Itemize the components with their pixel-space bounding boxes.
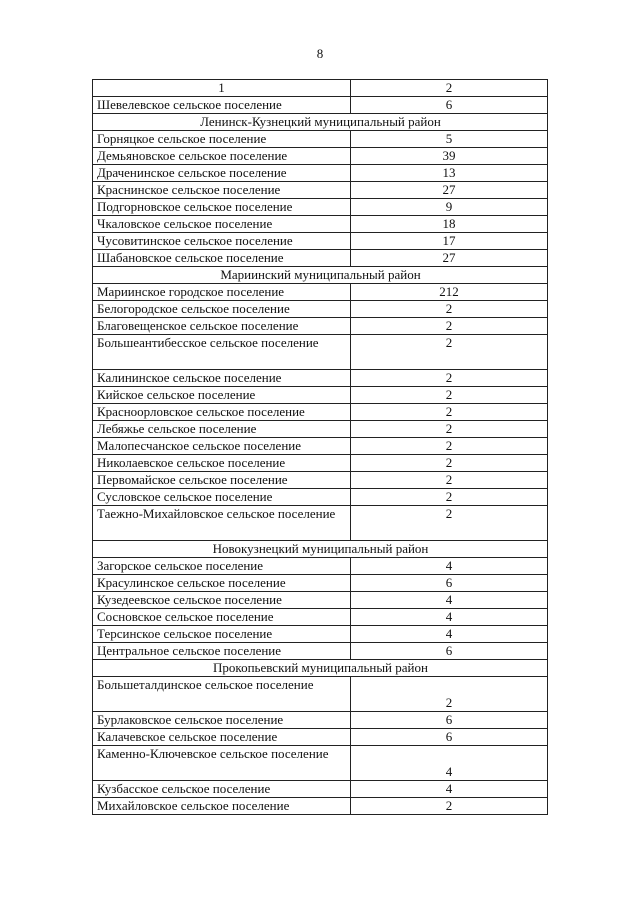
- settlement-value: 2: [351, 677, 548, 712]
- district-header-row: [93, 660, 548, 677]
- settlement-value: 2: [351, 335, 548, 370]
- settlement-value: 4: [351, 558, 548, 575]
- settlement-value: 2: [351, 438, 548, 455]
- settlement-value: 6: [351, 575, 548, 592]
- table-row: [93, 233, 548, 250]
- settlement-value: 4: [351, 626, 548, 643]
- settlement-value: 2: [351, 404, 548, 421]
- settlement-value: 13: [351, 165, 548, 182]
- settlement-value: 4: [351, 609, 548, 626]
- settlement-value: 6: [351, 643, 548, 660]
- table-row: [93, 284, 548, 301]
- settlement-name: Большеантибесское сельское поселение: [93, 335, 351, 370]
- table-row: [93, 165, 548, 182]
- settlement-name: Николаевское сельское поселение: [93, 455, 351, 472]
- settlement-name: Красулинское сельское поселение: [93, 575, 351, 592]
- settlement-name: Бурлаковское сельское поселение: [93, 712, 351, 729]
- settlement-name: Шевелевское сельское поселение: [93, 97, 351, 114]
- settlements-table: [92, 79, 548, 815]
- settlement-name: Чусовитинское сельское поселение: [93, 233, 351, 250]
- table-row: [93, 216, 548, 233]
- settlement-value: 4: [351, 781, 548, 798]
- settlement-value: 2: [351, 798, 548, 815]
- settlement-value: 2: [351, 489, 548, 506]
- table-row: [93, 506, 548, 541]
- table-row: [93, 97, 548, 114]
- district-title: Новокузнецкий муниципальный район: [93, 541, 548, 558]
- settlement-name: Красноорловское сельское поселение: [93, 404, 351, 421]
- district-title: Прокопьевский муниципальный район: [93, 660, 548, 677]
- settlement-name: Таежно-Михайловское сельское поселение: [93, 506, 351, 541]
- settlement-value: 2: [351, 370, 548, 387]
- table-row: [93, 626, 548, 643]
- settlement-name: Лебяжье сельское поселение: [93, 421, 351, 438]
- page-number: 8: [316, 46, 324, 61]
- settlement-value: 4: [351, 746, 548, 781]
- settlement-value: 5: [351, 131, 548, 148]
- settlement-value: 39: [351, 148, 548, 165]
- column-number-row: [93, 80, 548, 97]
- settlement-value: 27: [351, 250, 548, 267]
- settlement-value: 9: [351, 199, 548, 216]
- table-row: [93, 472, 548, 489]
- settlement-name: Краснинское сельское поселение: [93, 182, 351, 199]
- table-row: [93, 387, 548, 404]
- settlement-name: Кузедеевское сельское поселение: [93, 592, 351, 609]
- table-row: [93, 558, 548, 575]
- settlement-value: 17: [351, 233, 548, 250]
- settlement-name: Загорское сельское поселение: [93, 558, 351, 575]
- settlement-value: 18: [351, 216, 548, 233]
- table-body: [93, 80, 548, 815]
- table-row: [93, 370, 548, 387]
- settlement-value: 2: [351, 421, 548, 438]
- settlement-name: Кийское сельское поселение: [93, 387, 351, 404]
- table-row: [93, 798, 548, 815]
- table-row: [93, 199, 548, 216]
- settlement-name: Каменно-Ключевское сельское поселение: [93, 746, 351, 781]
- settlement-value: 6: [351, 729, 548, 746]
- settlement-name: Подгорновское сельское поселение: [93, 199, 351, 216]
- settlement-name: Кузбасское сельское поселение: [93, 781, 351, 798]
- settlement-name: Благовещенское сельское поселение: [93, 318, 351, 335]
- settlement-name: Мариинское городское поселение: [93, 284, 351, 301]
- table-row: [93, 148, 548, 165]
- settlement-name: Горняцкое сельское поселение: [93, 131, 351, 148]
- table-row: [93, 404, 548, 421]
- settlement-name: Михайловское сельское поселение: [93, 798, 351, 815]
- settlement-name: Калининское сельское поселение: [93, 370, 351, 387]
- settlement-name: Демьяновское сельское поселение: [93, 148, 351, 165]
- settlement-value: 6: [351, 97, 548, 114]
- settlement-value: 2: [351, 318, 548, 335]
- settlement-name: Белогородское сельское поселение: [93, 301, 351, 318]
- settlement-value: 6: [351, 712, 548, 729]
- table-row: [93, 489, 548, 506]
- table-row: [93, 318, 548, 335]
- district-header-row: [93, 267, 548, 284]
- settlement-value: 2: [351, 455, 548, 472]
- settlement-value: 2: [351, 506, 548, 541]
- table-row: [93, 677, 548, 712]
- settlement-name: Калачевское сельское поселение: [93, 729, 351, 746]
- table-row: [93, 438, 548, 455]
- column-number-1: 1: [93, 80, 351, 97]
- table-row: [93, 609, 548, 626]
- settlement-value: 2: [351, 472, 548, 489]
- table-row: [93, 643, 548, 660]
- table-row: [93, 729, 548, 746]
- table-row: [93, 250, 548, 267]
- district-header-row: [93, 541, 548, 558]
- settlement-name: Центральное сельское поселение: [93, 643, 351, 660]
- table-row: [93, 712, 548, 729]
- district-title: Ленинск-Кузнецкий муниципальный район: [93, 114, 548, 131]
- settlement-value: 2: [351, 301, 548, 318]
- settlement-value: 212: [351, 284, 548, 301]
- table-row: [93, 746, 548, 781]
- settlement-name: Малопесчанское сельское поселение: [93, 438, 351, 455]
- table-row: [93, 781, 548, 798]
- settlement-value: 4: [351, 592, 548, 609]
- district-header-row: [93, 114, 548, 131]
- table-row: [93, 575, 548, 592]
- table-row: [93, 455, 548, 472]
- settlement-name: Чкаловское сельское поселение: [93, 216, 351, 233]
- table-row: [93, 182, 548, 199]
- settlement-name: Драченинское сельское поселение: [93, 165, 351, 182]
- district-title: Мариинский муниципальный район: [93, 267, 548, 284]
- table-row: [93, 335, 548, 370]
- settlement-value: 27: [351, 182, 548, 199]
- table-row: [93, 592, 548, 609]
- settlement-value: 2: [351, 387, 548, 404]
- column-number-2: 2: [351, 80, 548, 97]
- settlement-name: Первомайское сельское поселение: [93, 472, 351, 489]
- table-row: [93, 301, 548, 318]
- table-row: [93, 421, 548, 438]
- settlement-name: Сосновское сельское поселение: [93, 609, 351, 626]
- table-row: [93, 131, 548, 148]
- settlement-name: Сусловское сельское поселение: [93, 489, 351, 506]
- settlement-name: Шабановское сельское поселение: [93, 250, 351, 267]
- settlement-name: Терсинское сельское поселение: [93, 626, 351, 643]
- settlement-name: Большеталдинское сельское поселение: [93, 677, 351, 712]
